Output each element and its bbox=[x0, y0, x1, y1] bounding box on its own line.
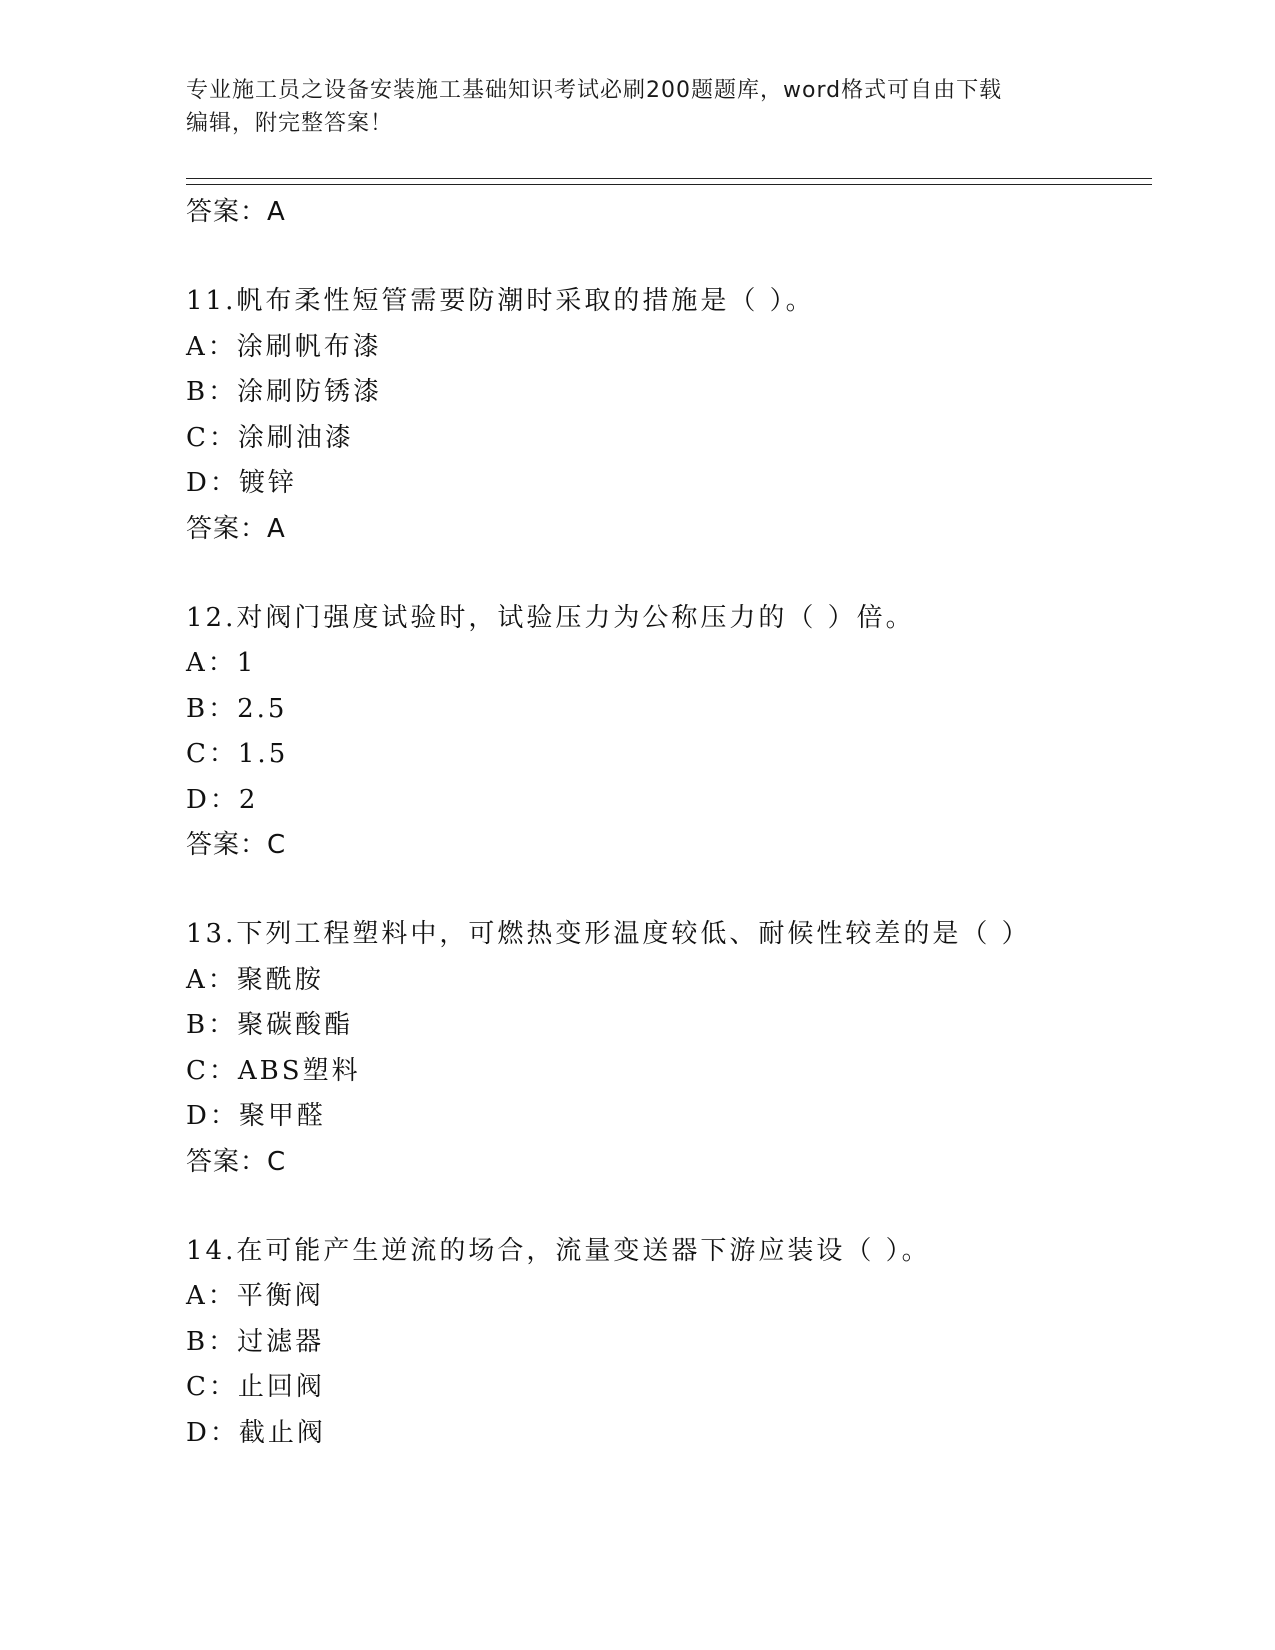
answer-line: 答案：C bbox=[186, 1146, 287, 1177]
option-c: C：ABS塑料 bbox=[186, 1055, 361, 1086]
option-d: D：镀锌 bbox=[186, 468, 297, 498]
option-a: A：1 bbox=[186, 648, 257, 678]
option-b: B：聚碳酸酯 bbox=[186, 1010, 354, 1040]
option-c: C：涂刷油漆 bbox=[186, 422, 354, 453]
answer-line: 答案：A bbox=[186, 513, 286, 544]
question-stem: 13.下列工程塑料中，可燃热变形温度较低、耐候性较差的是（ ） bbox=[186, 919, 1031, 949]
answer-line: 答案：A bbox=[186, 197, 286, 227]
option-a: A：涂刷帆布漆 bbox=[186, 331, 382, 362]
question-13 bbox=[186, 912, 1152, 1185]
option-d: D：截止阀 bbox=[186, 1417, 326, 1448]
option-d: D：2 bbox=[186, 784, 259, 815]
option-b: B：2.5 bbox=[186, 693, 288, 724]
question-stem: 11.帆布柔性短管需要防潮时采取的措施是（ ）。 bbox=[186, 286, 815, 316]
document-body bbox=[186, 190, 1152, 1456]
header-divider-bottom bbox=[186, 184, 1152, 185]
option-a: A：平衡阀 bbox=[186, 1281, 324, 1311]
question-stem: 14.在可能产生逆流的场合，流量变送器下游应装设（ ）。 bbox=[186, 1235, 931, 1266]
header-line-1: 专业施工员之设备安装施工基础知识考试必刷200题题库，word格式可自由下载 bbox=[186, 78, 1003, 103]
question-14 bbox=[186, 1229, 1152, 1457]
option-c: C：止回阀 bbox=[186, 1372, 325, 1402]
option-b: B：涂刷防锈漆 bbox=[186, 377, 383, 407]
question-stem: 12.对阀门强度试验时，试验压力为公称压力的（ ）倍。 bbox=[186, 602, 915, 633]
option-b: B：过滤器 bbox=[186, 1326, 325, 1357]
question-11 bbox=[186, 279, 1152, 552]
option-a: A：聚酰胺 bbox=[186, 964, 324, 995]
answer-line: 答案：C bbox=[186, 830, 287, 860]
question-12 bbox=[186, 596, 1152, 869]
header-divider-top bbox=[186, 178, 1152, 179]
header-line-2: 编辑，附完整答案！ bbox=[186, 111, 394, 136]
document-header bbox=[186, 74, 1066, 140]
option-c: C：1.5 bbox=[186, 739, 289, 769]
option-d: D：聚甲醛 bbox=[186, 1101, 326, 1131]
